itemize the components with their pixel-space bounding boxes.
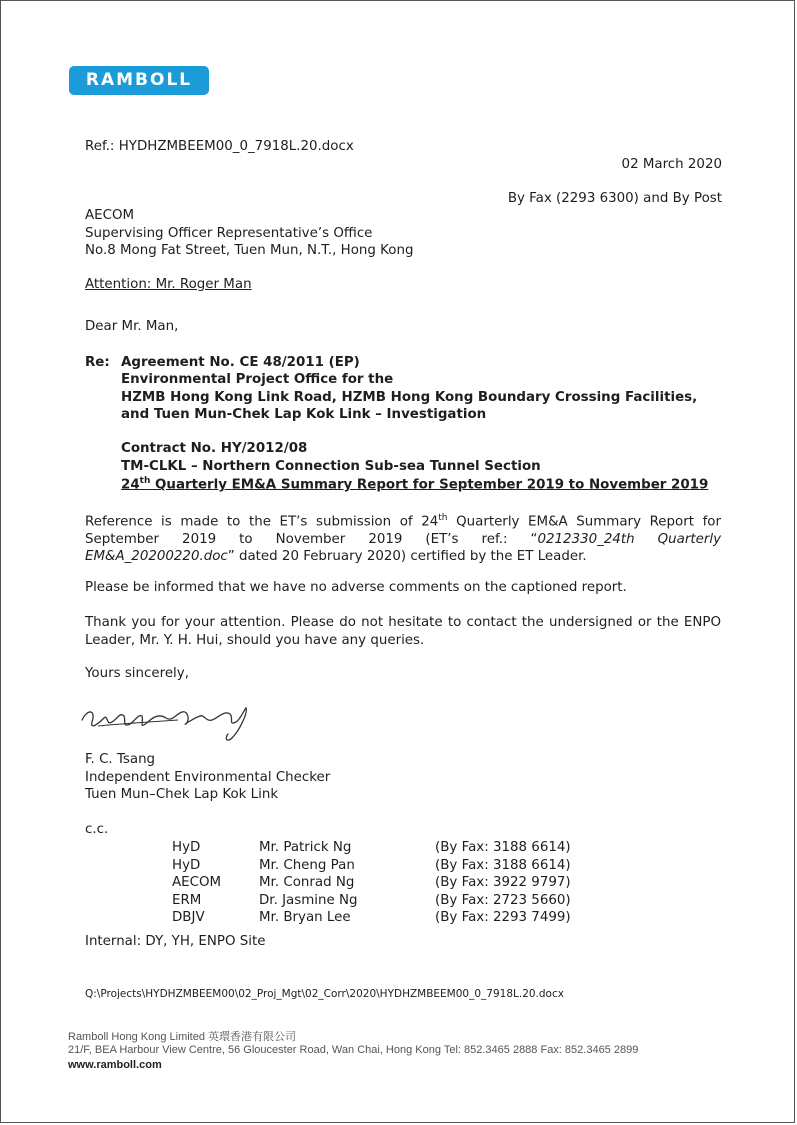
body-paragraph-reference: Reference is made to the ET’s submission of 24th Quarterly EM&A Summary Report for September 2019 to November 2019 (ET’s ref.: “0212330_24th Quarterly EM&A_20200220.doc” dated 20 February 2020) certified by the ET Leader. [85,513,721,565]
subject-line: and Tuen Mun-Chek Lap Kok Link – Investigation [121,407,487,422]
reference-number: Ref.: HYDHZMBEEM00_0_7918L.20.docx [85,139,354,154]
cc-fax: (By Fax: 3188 6614) [435,857,571,873]
subject-line: Agreement No. CE 48/2011 (EP) [121,355,360,370]
body-paragraph-contact: Thank you for your attention. Please do not hesitate to contact the undersigned or the ENPO Leader, Mr. Y. H. Hui, should you have any queries. [85,615,721,648]
re-label: Re: [85,355,110,370]
address-line: Supervising Officer Representative’s Office [85,226,373,241]
letter-date: 02 March 2020 [621,157,722,172]
salutation: Dear Mr. Man, [85,319,179,334]
internal-distribution: Internal: DY, YH, ENPO Site [85,934,266,949]
signer-title: Independent Environmental Checker [85,770,331,785]
cc-org: HyD [172,857,201,873]
ramboll-logo: RAMBOLL [69,66,209,95]
cc-org: HyD [172,840,201,855]
cc-name: Mr. Conrad Ng [259,875,355,890]
signature [78,700,253,745]
contract-title: TM-CLKL – Northern Connection Sub-sea Tunnel Section [121,459,541,474]
footer-company: Ramboll Hong Kong Limited 英環香港有限公司 [68,1031,297,1043]
subject-line: Environmental Project Office for the [121,372,394,387]
cc-name: Dr. Jasmine Ng [259,892,358,908]
cc-org: AECOM [172,875,222,890]
cc-fax: (By Fax: 2293 7499) [435,910,571,925]
contract-number: Contract No. HY/2012/08 [121,441,308,456]
cc-org: DBJV [172,910,205,925]
cc-label: c.c. [85,822,109,837]
subject-line: HZMB Hong Kong Link Road, HZMB Hong Kong Boundary Crossing Facilities, [121,390,698,405]
cc-fax: (By Fax: 2723 5660) [435,892,571,908]
file-path: Q:\Projects\HYDHZMBEEM00\02_Proj_Mgt\02_Corr\2020\HYDHZMBEEM00_0_7918L.20.docx [85,988,564,1000]
cc-org: ERM [172,892,202,908]
footer-website: www.ramboll.com [68,1059,162,1071]
cc-fax: (By Fax: 3922 9797) [435,875,571,890]
cc-faxes [435,839,571,927]
cc-name: Mr. Patrick Ng [259,840,352,855]
attention-line: Attention: Mr. Roger Man [85,277,252,292]
cc-names [259,839,358,927]
delivery-method: By Fax (2293 6300) and By Post [507,191,722,206]
report-title: 24th Quarterly EM&A Summary Report for September 2019 to November 2019 [121,476,709,493]
cc-fax: (By Fax: 3188 6614) [435,840,571,855]
cc-name: Mr. Cheng Pan [259,857,355,873]
body-paragraph-no-comments: Please be informed that we have no adverse comments on the captioned report. [85,580,627,595]
address-line: AECOM [85,208,135,223]
signer-name: F. C. Tsang [85,752,156,767]
address-line: No.8 Mong Fat Street, Tuen Mun, N.T., Hong Kong [85,243,414,258]
cc-name: Mr. Bryan Lee [259,910,351,925]
cc-orgs [172,839,221,927]
signer-project: Tuen Mun–Chek Lap Kok Link [85,787,279,802]
closing: Yours sincerely, [85,666,189,681]
footer-address: 21/F, BEA Harbour View Centre, 56 Gloucester Road, Wan Chai, Hong Kong Tel: 852.3465 2888 Fax: 852.3465 2899 [68,1044,639,1056]
